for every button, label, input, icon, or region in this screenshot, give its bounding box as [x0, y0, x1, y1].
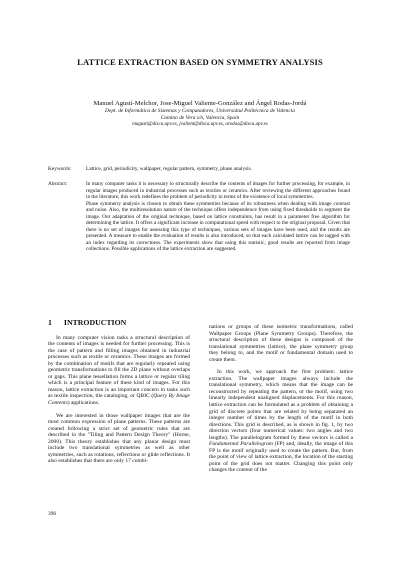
- intro-p1-end: ) applications.: [67, 400, 100, 407]
- keywords-text: Lattice, grid, periodicity, wallpaper, regular pattern, symmetry, phase analysis.: [86, 166, 253, 172]
- abstract-block: [48, 181, 350, 253]
- author-names: Manuel Agustí-Melchor, Jose-Miguel Valiente-González and Ángel Rodas-Jordá: [93, 100, 307, 107]
- intro-p4-italic: Fundamental Parallelogram: [209, 441, 273, 448]
- section-title: INTRODUCTION: [63, 318, 127, 327]
- keywords-block: [48, 166, 350, 172]
- keywords-label: Keywords:: [48, 166, 72, 172]
- section-heading: [48, 320, 190, 327]
- author-block: [0, 100, 400, 128]
- page-number: 396: [48, 511, 57, 517]
- affiliation-department: Dept. de Informática de Sistemas y Computadores, Universidad Politécnica de Valencia: [105, 108, 295, 115]
- abstract-label: Abstract:: [48, 181, 68, 187]
- right-column: [209, 324, 353, 474]
- intro-p4-text: In this work, we approach the first problem: lattice extraction. The wallpaper images always include the translational symmetry, which means that the image can be reconstructed by repeating the pattern, or the motif, using two linearly independent unaligned displacements. For this reason, lattice extraction can be formulated as a problem of obtaining a grid of discrete points that are related by being separated an integer number of times by the length of the motif in both directions. This grid is described, as is shown in fig. 1, by two direction vectors (four numerical values: two angles and two lengths). The parallelogram formed by these vectors is called a: [209, 369, 353, 441]
- intro-paragraph-4: [209, 369, 353, 474]
- intro-p1-text: In many computer vision tasks a structural description of the contents of images is needed for further processing. This is the case of pattern and filling images obtained in industrial processes such as textile or ceramics. These images are formed by the combination of motifs that are regularly repeated using geometric transformations to fill the 2D plane without overlaps or gaps. This plane tessellation forms a lattice or regular tiling which is a principal feature of these kind of images. For this reason, lattice extraction is an important concern in tasks such as textile inspection, tile cataloging, or QBIC (: [48, 334, 190, 400]
- intro-paragraph-1: [48, 335, 190, 407]
- affiliation-address: Camino de Vera s/n, Valencia, Spain: [160, 115, 240, 121]
- abstract-paragraph-2: Phase symmetry analysis is chosen to obtain these symmetries because of its robustness when dealing with image contrast and noise. Also, the multiresolution nature of the technique offers independence from using fixed thresholds to segment the image. Our adaptation of the original technique, based on lattice constraints, has result in a parameter free algorithm for determining the lattice. It offers a significant increase in computational speed with respect to the original proposal. Given that there is no set of images for assessing this type of techniques, various sets of images have been used, and the results are presented. A measure to enable the evaluation of results is also introduced, so that each calculated lattice can be tagged with an index regarding its correctness. The experiments show that using this statistic, good results are reported from image collections. Possible applications of the lattice extraction are suggested.: [86, 200, 350, 252]
- left-column: [48, 318, 190, 465]
- abstract-paragraph-1: In many computer tasks it is necessary to structurally describe the contents of images for further processing, for example, in regular images produced in industrial processes such as textiles or ceramics. After reviewing the different approaches found in the literature, this work redefines the problem of periodicity in terms of the existence of local symmetries.: [86, 181, 350, 200]
- author-emails: magusti@disca.upv.es, jvalient@disca.upv.es, arodas@disca.upv.es: [132, 121, 268, 127]
- paper-title: LATTICE EXTRACTION BASED ON SYMMETRY ANALYSIS: [77, 57, 323, 67]
- intro-paragraph-3: nations or groups of these isometric transformations, called Wallpaper Groups (Plane Symmetry Groups). Therefore, the structural description of these designs is composed of the translational symmetries (lattice), the plane symmetry group they belong to, and the motif or fundamental domain used to create them.: [209, 324, 353, 363]
- intro-paragraph-2: We are interested in those wallpaper images that are the most common expression of plane patterns. These patterns are created following a strict set of geometric rules that are described in the "Tiling and Pattern Design Theory" (Horne, 2000). This theory establishes that any planar design must include two translational symmetries as well as other symmetries, such as rotations, reflections or glide reflections. It also establishes that there are only 17 combi-: [48, 412, 190, 465]
- intro-p1-italic: Query By Image Contents: [48, 393, 190, 407]
- abstract-text: [86, 181, 350, 253]
- section-number: 1: [48, 318, 52, 327]
- intro-p4-end: (FP) and, ideally, the image of this FP is the motif originally used to create the pattern. But, from the point of view of lattice extraction, the location of the starting point of the grid does not matter. Changing this point only changes the content of the: [209, 441, 353, 474]
